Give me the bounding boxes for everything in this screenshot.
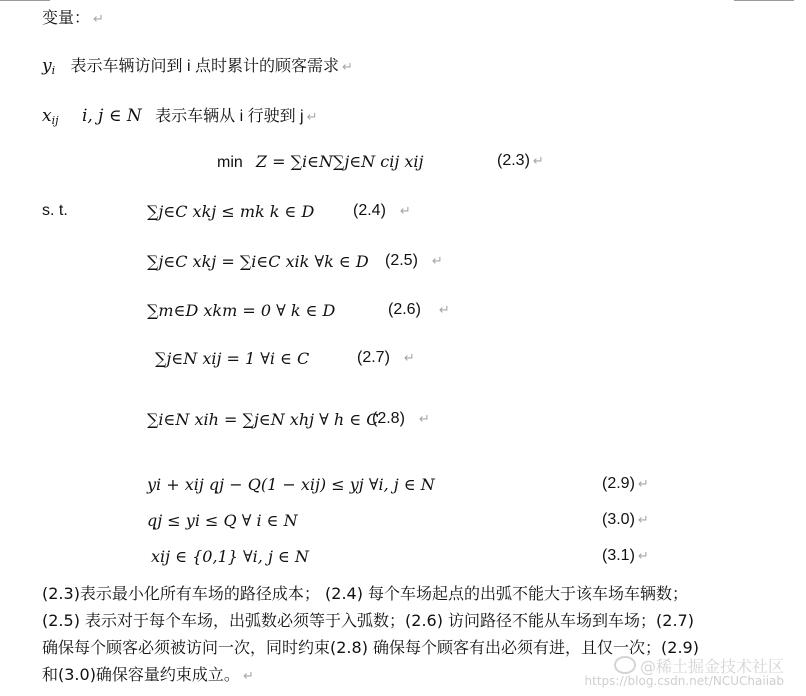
constraint-2-8: ∑i∈N xih = ∑j∈N xhj ∀ h ∈ C xyxy=(147,410,379,429)
var-y-definition xyxy=(42,53,353,77)
equation-label-2-6: (2.6) ↵ xyxy=(388,301,450,318)
page-edge-top-left xyxy=(0,0,50,1)
brand-logo-icon xyxy=(614,656,636,674)
equation-label-2-3: (2.3) ↵ xyxy=(497,152,544,169)
constraint-2-9: yi + xij qj − Q(1 − xij) ≤ yj ∀i, j ∈ N xyxy=(147,475,435,494)
var-x-symbol: $x_{ij}$ xyxy=(42,106,59,127)
paragraph-mark: ↵ xyxy=(242,669,254,684)
paragraph-line-1: (2.3)表示最小化所有车场的路径成本； (2.4) 每个车场起点的出弧不能大于该车场车辆数； xyxy=(42,584,689,603)
var-y-symbol: $y_i$ xyxy=(42,56,56,77)
constraint-3-0: qj ≤ yi ≤ Q ∀ i ∈ N xyxy=(147,511,298,530)
equation-label-2-9: (2.9) ↵ xyxy=(602,475,649,492)
objective-formula: Z = ∑i∈N∑j∈N cij xij xyxy=(255,152,424,171)
constraint-2-5: ∑j∈C xkj = ∑i∈C xik ∀k ∈ D xyxy=(147,252,369,271)
constraint-2-7: ∑j∈N xij = 1 ∀i ∈ C xyxy=(155,349,310,368)
paragraph-mark: ↵ xyxy=(342,60,353,75)
equation-label-2-4: (2.4) ↵ xyxy=(353,202,411,219)
var-y-description: 表示车辆访问到 i 点时累计的顾客需求 xyxy=(70,58,339,75)
constraint-2-6: ∑m∈D xkm = 0 ∀ k ∈ D xyxy=(147,301,336,320)
constraint-2-4: ∑j∈C xkj ≤ mk k ∈ D xyxy=(147,202,315,221)
equation-label-3-0: (3.0) ↵ xyxy=(602,511,649,528)
subject-to-label: s. t. xyxy=(42,202,68,219)
var-x-definition xyxy=(42,103,318,127)
paragraph-line-4: 和(3.0)确保容量约束成立。 ↵ xyxy=(42,665,254,684)
equation-label-3-1: (3.1) ↵ xyxy=(602,547,649,564)
objective-function xyxy=(217,152,424,172)
watermark-url: https://blog.csdn.net/NCUChaiiab xyxy=(584,674,784,688)
paragraph-line-3: 确保每个顾客必须被访问一次，同时约束(2.8) 确保每个顾客有出必须有进，且仅一次；(2.9) xyxy=(42,638,699,657)
var-x-domain: i, j ∈ N xyxy=(81,106,142,126)
objective-min: min xyxy=(217,154,243,171)
paragraph-mark: ↵ xyxy=(306,110,318,125)
var-x-description: 表示车辆从 i 行驶到 j xyxy=(155,108,304,125)
heading-text: 变量： xyxy=(42,10,91,27)
equation-label-2-5: (2.5) ↵ xyxy=(385,252,443,269)
watermark-brand: @稀土掘金技术社区 xyxy=(614,654,784,677)
paragraph-line-2: (2.5) 表示对于每个车场，出弧数必须等于入弧数；(2.6) 访问路径不能从车场到车场；(2.7) xyxy=(42,611,694,630)
equation-label-2-7: (2.7) ↵ xyxy=(357,349,415,366)
equation-label-2-8: (2.8) ↵ xyxy=(372,410,430,427)
variables-heading xyxy=(42,5,104,28)
paragraph-mark: ↵ xyxy=(93,12,104,27)
constraint-3-1: xij ∈ {0,1} ∀i, j ∈ N xyxy=(151,547,309,566)
page-edge-top-right xyxy=(734,0,794,1)
